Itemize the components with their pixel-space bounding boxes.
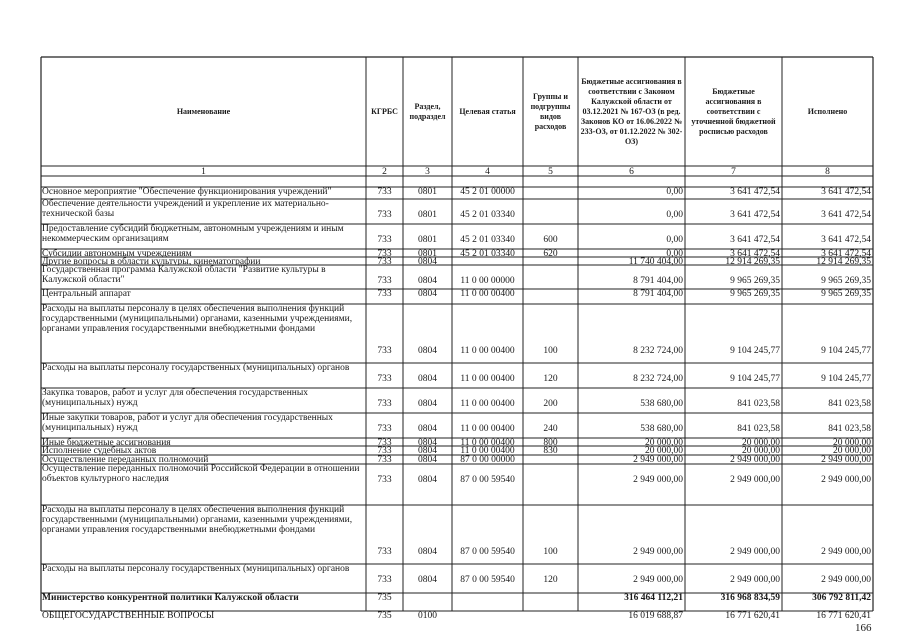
row-name: Расходы на выплаты персоналу государственных (муниципальных) органов (42, 363, 350, 373)
row-executed-amount: 9 104 245,77 (821, 346, 871, 356)
row-name: Осуществление переданных полномочий Российской Федерации в отношении объектов культурного наследия (42, 464, 360, 484)
column-number: 2 (382, 167, 387, 176)
row-executed-amount: 3 641 472,54 (821, 235, 871, 245)
row-law-amount: 8 232 724,00 (633, 346, 683, 356)
row-target: 87 0 00 00000 (460, 455, 515, 465)
row-refined-amount: 20 000,00 (742, 446, 780, 456)
row-law-amount: 20 000,00 (645, 446, 683, 456)
row-name: Предоставление субсидий бюджетным, автономным учреждениям и иным некоммерческим организациям (42, 224, 344, 244)
row-kgrbs: 733 (377, 346, 392, 356)
row-section (405, 593, 450, 603)
row-section: 0804 (418, 374, 437, 384)
row-executed-amount: 9 965 269,35 (821, 289, 871, 299)
row-target: 11 0 00 00400 (460, 399, 515, 409)
row-name: Обеспечение деятельности учреждений и укрепление их материально-технической базы (42, 199, 329, 219)
row-executed-amount: 306 792 811,42 (812, 593, 871, 603)
row-target: 11 0 00 00400 (460, 346, 515, 356)
row-target: 87 0 00 59540 (460, 575, 515, 585)
row-law-amount: 11 740 404,00 (628, 257, 683, 267)
page-number: 166 (855, 622, 872, 634)
row-refined-amount: 2 949 000,00 (730, 475, 780, 485)
header-executed: Исполнено (807, 106, 848, 116)
row-kgrbs: 733 (377, 210, 392, 220)
row-refined-amount: 841 023,58 (737, 399, 780, 409)
row-name: Расходы на выплаты персоналу в целях обеспечения выполнения функций государственными (муниципальными) органами, казенными учреждениями, органами управления государственными внебюджетными фондами (42, 505, 353, 535)
row-refined-amount: 9 965 269,35 (730, 276, 780, 286)
row-kgrbs: 735 (377, 593, 392, 603)
row-target: 11 0 00 00400 (460, 446, 515, 456)
row-target: 45 2 01 03340 (460, 210, 515, 220)
column-number: 7 (731, 167, 736, 176)
row-section: 0100 (418, 611, 437, 621)
column-number: 3 (425, 167, 430, 176)
row-refined-amount: 9 965 269,35 (730, 289, 780, 299)
row-kgrbs: 733 (377, 575, 392, 585)
row-kgrbs: 733 (377, 424, 392, 434)
row-name: Центральный аппарат (42, 289, 131, 299)
row-name: ОБЩЕГОСУДАРСТВЕННЫЕ ВОПРОСЫ (42, 611, 215, 621)
row-group: 240 (543, 424, 558, 434)
row-executed-amount: 9 104 245,77 (821, 374, 871, 384)
row-section: 0804 (418, 289, 437, 299)
row-law-amount: 0,00 (666, 235, 683, 245)
row-law-amount: 2 949 000,00 (633, 547, 683, 557)
row-group (525, 210, 576, 220)
row-kgrbs: 735 (377, 611, 392, 621)
row-kgrbs: 733 (377, 187, 392, 197)
row-name: Исполнение судебных актов (42, 446, 157, 455)
row-target: 11 0 00 00400 (460, 424, 515, 434)
row-section: 0804 (418, 575, 437, 585)
row-law-amount: 538 680,00 (640, 399, 683, 409)
row-refined-amount: 3 641 472,54 (730, 187, 780, 197)
header-refined: Бюджетные ассигнования в соответствии с уточненной бюджетной росписью расходов (691, 86, 776, 136)
row-executed-amount: 9 965 269,35 (821, 276, 871, 286)
row-group: 830 (543, 446, 558, 456)
row-kgrbs: 733 (377, 235, 392, 245)
row-refined-amount: 316 968 834,59 (720, 593, 780, 603)
row-group (525, 257, 576, 267)
row-target: 11 0 00 00400 (460, 374, 515, 384)
row-law-amount: 316 464 112,21 (624, 593, 683, 603)
row-executed-amount: 2 949 000,00 (821, 547, 871, 557)
row-executed-amount: 3 641 472,54 (821, 210, 871, 220)
row-kgrbs: 733 (377, 374, 392, 384)
row-name: Расходы на выплаты персоналу государственных (муниципальных) органов (42, 564, 350, 574)
row-section: 0804 (418, 455, 437, 465)
row-law-amount: 20 000,00 (645, 438, 683, 448)
row-kgrbs: 733 (377, 446, 392, 456)
row-executed-amount: 3 641 472,54 (821, 249, 871, 259)
row-target: 45 2 01 03340 (460, 249, 515, 259)
row-group: 600 (543, 235, 558, 245)
row-name: Осуществление переданных полномочий (42, 455, 209, 464)
row-group: 120 (543, 575, 558, 585)
row-target: 45 2 01 00000 (460, 187, 515, 197)
row-group: 200 (543, 399, 558, 409)
row-kgrbs: 733 (377, 547, 392, 557)
row-group: 800 (543, 438, 558, 448)
row-refined-amount: 12 914 269,35 (725, 257, 780, 267)
row-refined-amount: 3 641 472,54 (730, 235, 780, 245)
header-section: Раздел, подраздел (409, 101, 446, 121)
row-section: 0801 (418, 210, 437, 220)
row-kgrbs: 733 (377, 475, 392, 485)
row-target: 87 0 00 59540 (460, 547, 515, 557)
row-refined-amount: 2 949 000,00 (730, 455, 780, 465)
column-number: 8 (825, 167, 830, 176)
row-group (525, 455, 576, 465)
row-name: Государственная программа Калужской области "Развитие культуры в Калужской области" (42, 265, 326, 285)
row-group: 100 (543, 547, 558, 557)
row-section: 0804 (418, 547, 437, 557)
row-refined-amount: 9 104 245,77 (730, 374, 780, 384)
row-target: 11 0 00 00000 (460, 276, 515, 286)
row-section: 0801 (418, 249, 437, 259)
row-section: 0804 (418, 438, 437, 448)
header-name: Наименование (176, 106, 231, 116)
row-refined-amount: 20 000,00 (742, 438, 780, 448)
row-kgrbs: 733 (377, 438, 392, 448)
row-target (454, 611, 521, 621)
row-target: 45 2 01 03340 (460, 235, 515, 245)
row-name: Иные бюджетные ассигнования (42, 438, 171, 446)
row-kgrbs: 733 (377, 249, 392, 259)
row-refined-amount: 2 949 000,00 (730, 575, 780, 585)
row-name: Иные закупки товаров, работ и услуг для обеспечения государственных (муниципальных) нужд (42, 413, 333, 433)
column-number: 4 (485, 167, 490, 176)
row-kgrbs: 733 (377, 289, 392, 299)
row-section: 0804 (418, 276, 437, 286)
row-kgrbs: 733 (377, 455, 392, 465)
row-law-amount: 2 949 000,00 (633, 455, 683, 465)
row-kgrbs: 733 (377, 399, 392, 409)
row-executed-amount: 20 000,00 (833, 446, 871, 456)
row-group (525, 276, 576, 286)
row-executed-amount: 3 641 472,54 (821, 187, 871, 197)
row-kgrbs: 733 (377, 276, 392, 286)
row-executed-amount: 2 949 000,00 (821, 475, 871, 485)
row-executed-amount: 2 949 000,00 (821, 575, 871, 585)
row-law-amount: 538 680,00 (640, 424, 683, 434)
header-groups: Группы и подгруппы видов расходов (530, 91, 571, 131)
row-group: 620 (543, 249, 558, 259)
row-group (525, 289, 576, 299)
row-section: 0804 (418, 399, 437, 409)
row-law-amount: 8 791 404,00 (633, 289, 683, 299)
row-refined-amount: 841 023,58 (737, 424, 780, 434)
row-name: Расходы на выплаты персоналу в целях обеспечения выполнения функций государственными (муниципальными) органами, казенными учреждениями, органами управления государственными внебюджетными фондами (42, 304, 353, 334)
row-section: 0801 (418, 235, 437, 245)
row-section: 0804 (418, 346, 437, 356)
header-target: Целевая статья (459, 106, 516, 116)
row-target: 11 0 00 00400 (460, 438, 515, 448)
column-number: 1 (201, 167, 206, 176)
row-law-amount: 8 232 724,00 (633, 374, 683, 384)
row-executed-amount: 841 023,58 (828, 424, 871, 434)
row-law-amount: 0,00 (666, 210, 683, 220)
row-group (525, 475, 576, 485)
row-name: Основное мероприятие "Обеспечение функционирования учреждений" (42, 187, 332, 197)
row-law-amount: 8 791 404,00 (633, 276, 683, 286)
row-section: 0804 (418, 257, 437, 267)
row-law-amount: 0,00 (666, 187, 683, 197)
row-target: 87 0 00 59540 (460, 475, 515, 485)
row-group: 100 (543, 346, 558, 356)
column-number: 6 (629, 167, 634, 176)
header-law: Бюджетные ассигнования в соответствии с Законом Калужской области от 03.12.2021 № 167-ОЗ (в ред. Законов КО от 16.06.2022 № 233-ОЗ, от 01.12.2022 № 302-ОЗ) (580, 76, 683, 146)
row-section: 0804 (418, 475, 437, 485)
row-group: 120 (543, 374, 558, 384)
row-executed-amount: 841 023,58 (828, 399, 871, 409)
row-executed-amount: 2 949 000,00 (821, 455, 871, 465)
row-name: Субсидии автономным учреждениям (42, 249, 192, 257)
row-target (454, 257, 521, 267)
row-target (454, 593, 521, 603)
row-group (525, 593, 576, 603)
row-refined-amount: 3 641 472,54 (730, 210, 780, 220)
row-name: Министерство конкурентной политики Калужской области (42, 593, 299, 603)
row-name: Закупка товаров, работ и услуг для обеспечения государственных (муниципальных) нужд (42, 388, 309, 408)
row-refined-amount: 16 771 620,41 (725, 611, 780, 621)
row-executed-amount: 12 914 269,35 (816, 257, 871, 267)
row-section: 0804 (418, 424, 437, 434)
row-section: 0804 (418, 446, 437, 456)
row-law-amount: 2 949 000,00 (633, 475, 683, 485)
row-executed-amount: 20 000,00 (833, 438, 871, 448)
row-name: Другие вопросы в области культуры, кинематографии (42, 257, 261, 265)
row-kgrbs: 733 (377, 257, 392, 267)
header-kgrbs: КГРБС (371, 106, 398, 116)
row-group (525, 187, 576, 197)
row-law-amount: 2 949 000,00 (633, 575, 683, 585)
row-refined-amount: 9 104 245,77 (730, 346, 780, 356)
column-number: 5 (548, 167, 553, 176)
row-law-amount: 16 019 688,87 (628, 611, 683, 621)
row-section: 0801 (418, 187, 437, 197)
row-executed-amount: 16 771 620,41 (816, 611, 871, 621)
row-target: 11 0 00 00400 (460, 289, 515, 299)
row-law-amount: 0,00 (666, 249, 683, 259)
row-refined-amount: 2 949 000,00 (730, 547, 780, 557)
row-refined-amount: 3 641 472,54 (730, 249, 780, 259)
row-group (525, 611, 576, 621)
